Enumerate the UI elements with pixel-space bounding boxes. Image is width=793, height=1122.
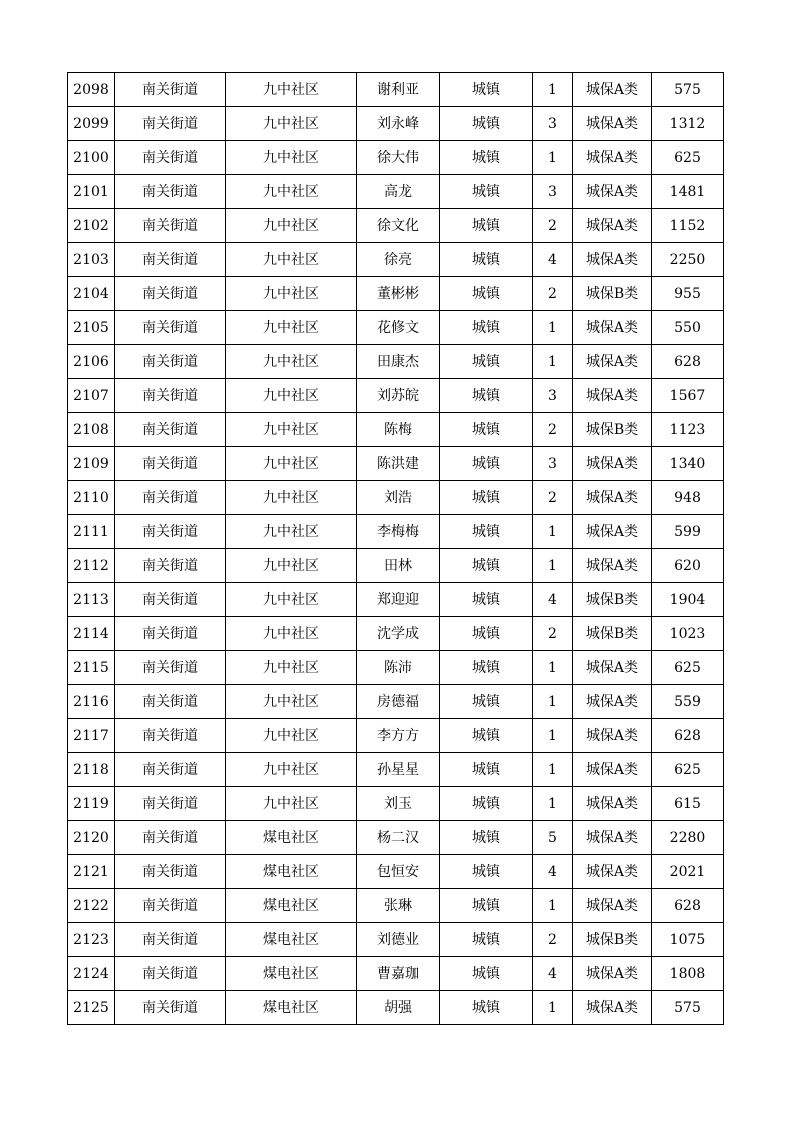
name-cell: 刘永峰	[357, 107, 440, 141]
household-type-cell: 城镇	[440, 583, 533, 617]
household-type-cell: 城镇	[440, 889, 533, 923]
member-count-cell: 1	[533, 753, 573, 787]
community-cell: 九中社区	[226, 447, 357, 481]
serial-number-cell: 2109	[68, 447, 115, 481]
table-row	[68, 73, 724, 107]
category-cell: 城保A类	[573, 107, 652, 141]
amount-cell: 575	[652, 991, 724, 1025]
category-cell: 城保A类	[573, 685, 652, 719]
name-cell: 陈洪建	[357, 447, 440, 481]
table-row	[68, 889, 724, 923]
serial-number-cell: 2118	[68, 753, 115, 787]
category-cell: 城保A类	[573, 719, 652, 753]
community-cell: 煤电社区	[226, 957, 357, 991]
subdistrict-cell: 南关街道	[115, 787, 226, 821]
member-count-cell: 4	[533, 855, 573, 889]
name-cell: 杨二汉	[357, 821, 440, 855]
name-cell: 刘玉	[357, 787, 440, 821]
serial-number-cell: 2115	[68, 651, 115, 685]
amount-cell: 628	[652, 719, 724, 753]
member-count-cell: 2	[533, 923, 573, 957]
name-cell: 花修文	[357, 311, 440, 345]
category-cell: 城保A类	[573, 787, 652, 821]
allowance-table	[67, 72, 724, 1025]
community-cell: 九中社区	[226, 481, 357, 515]
household-type-cell: 城镇	[440, 991, 533, 1025]
serial-number-cell: 2101	[68, 175, 115, 209]
table-row	[68, 345, 724, 379]
member-count-cell: 3	[533, 107, 573, 141]
household-type-cell: 城镇	[440, 685, 533, 719]
table-row	[68, 821, 724, 855]
name-cell: 谢利亚	[357, 73, 440, 107]
category-cell: 城保A类	[573, 311, 652, 345]
category-cell: 城保A类	[573, 855, 652, 889]
name-cell: 徐文化	[357, 209, 440, 243]
table-row	[68, 107, 724, 141]
subdistrict-cell: 南关街道	[115, 413, 226, 447]
subdistrict-cell: 南关街道	[115, 753, 226, 787]
amount-cell: 2280	[652, 821, 724, 855]
subdistrict-cell: 南关街道	[115, 855, 226, 889]
community-cell: 九中社区	[226, 753, 357, 787]
category-cell: 城保A类	[573, 447, 652, 481]
name-cell: 沈学成	[357, 617, 440, 651]
amount-cell: 550	[652, 311, 724, 345]
category-cell: 城保A类	[573, 515, 652, 549]
community-cell: 煤电社区	[226, 889, 357, 923]
table-row	[68, 277, 724, 311]
subdistrict-cell: 南关街道	[115, 957, 226, 991]
category-cell: 城保A类	[573, 345, 652, 379]
category-cell: 城保A类	[573, 549, 652, 583]
name-cell: 孙星星	[357, 753, 440, 787]
member-count-cell: 1	[533, 141, 573, 175]
community-cell: 九中社区	[226, 243, 357, 277]
table-row	[68, 413, 724, 447]
category-cell: 城保A类	[573, 481, 652, 515]
member-count-cell: 3	[533, 379, 573, 413]
serial-number-cell: 2102	[68, 209, 115, 243]
household-type-cell: 城镇	[440, 651, 533, 685]
subdistrict-cell: 南关街道	[115, 73, 226, 107]
member-count-cell: 1	[533, 345, 573, 379]
amount-cell: 1904	[652, 583, 724, 617]
serial-number-cell: 2100	[68, 141, 115, 175]
household-type-cell: 城镇	[440, 923, 533, 957]
subdistrict-cell: 南关街道	[115, 685, 226, 719]
community-cell: 九中社区	[226, 107, 357, 141]
table-row	[68, 651, 724, 685]
member-count-cell: 1	[533, 685, 573, 719]
household-type-cell: 城镇	[440, 753, 533, 787]
table-row	[68, 141, 724, 175]
amount-cell: 948	[652, 481, 724, 515]
community-cell: 煤电社区	[226, 855, 357, 889]
community-cell: 九中社区	[226, 719, 357, 753]
category-cell: 城保A类	[573, 243, 652, 277]
household-type-cell: 城镇	[440, 549, 533, 583]
category-cell: 城保A类	[573, 209, 652, 243]
table-row	[68, 923, 724, 957]
serial-number-cell: 2099	[68, 107, 115, 141]
serial-number-cell: 2105	[68, 311, 115, 345]
household-type-cell: 城镇	[440, 787, 533, 821]
subdistrict-cell: 南关街道	[115, 651, 226, 685]
table-row	[68, 379, 724, 413]
category-cell: 城保A类	[573, 991, 652, 1025]
table-row	[68, 549, 724, 583]
subdistrict-cell: 南关街道	[115, 209, 226, 243]
category-cell: 城保A类	[573, 141, 652, 175]
amount-cell: 559	[652, 685, 724, 719]
name-cell: 包恒安	[357, 855, 440, 889]
household-type-cell: 城镇	[440, 243, 533, 277]
household-type-cell: 城镇	[440, 277, 533, 311]
member-count-cell: 1	[533, 73, 573, 107]
household-type-cell: 城镇	[440, 821, 533, 855]
amount-cell: 1481	[652, 175, 724, 209]
community-cell: 九中社区	[226, 311, 357, 345]
amount-cell: 1312	[652, 107, 724, 141]
amount-cell: 599	[652, 515, 724, 549]
name-cell: 刘苏皖	[357, 379, 440, 413]
community-cell: 煤电社区	[226, 991, 357, 1025]
household-type-cell: 城镇	[440, 379, 533, 413]
category-cell: 城保B类	[573, 277, 652, 311]
serial-number-cell: 2107	[68, 379, 115, 413]
table-row	[68, 617, 724, 651]
serial-number-cell: 2108	[68, 413, 115, 447]
table-row	[68, 719, 724, 753]
community-cell: 九中社区	[226, 413, 357, 447]
name-cell: 陈沛	[357, 651, 440, 685]
subdistrict-cell: 南关街道	[115, 481, 226, 515]
category-cell: 城保A类	[573, 889, 652, 923]
amount-cell: 625	[652, 753, 724, 787]
household-type-cell: 城镇	[440, 345, 533, 379]
table-row	[68, 583, 724, 617]
category-cell: 城保A类	[573, 175, 652, 209]
subdistrict-cell: 南关街道	[115, 379, 226, 413]
category-cell: 城保A类	[573, 73, 652, 107]
name-cell: 陈梅	[357, 413, 440, 447]
community-cell: 九中社区	[226, 583, 357, 617]
member-count-cell: 1	[533, 889, 573, 923]
table-body	[68, 73, 724, 1025]
subdistrict-cell: 南关街道	[115, 549, 226, 583]
member-count-cell: 1	[533, 991, 573, 1025]
name-cell: 李方方	[357, 719, 440, 753]
subdistrict-cell: 南关街道	[115, 515, 226, 549]
community-cell: 九中社区	[226, 651, 357, 685]
subdistrict-cell: 南关街道	[115, 583, 226, 617]
amount-cell: 628	[652, 345, 724, 379]
serial-number-cell: 2125	[68, 991, 115, 1025]
name-cell: 徐大伟	[357, 141, 440, 175]
household-type-cell: 城镇	[440, 481, 533, 515]
subdistrict-cell: 南关街道	[115, 617, 226, 651]
category-cell: 城保A类	[573, 379, 652, 413]
name-cell: 李梅梅	[357, 515, 440, 549]
category-cell: 城保A类	[573, 957, 652, 991]
serial-number-cell: 2117	[68, 719, 115, 753]
amount-cell: 628	[652, 889, 724, 923]
serial-number-cell: 2104	[68, 277, 115, 311]
serial-number-cell: 2098	[68, 73, 115, 107]
amount-cell: 615	[652, 787, 724, 821]
household-type-cell: 城镇	[440, 719, 533, 753]
serial-number-cell: 2123	[68, 923, 115, 957]
name-cell: 刘浩	[357, 481, 440, 515]
household-type-cell: 城镇	[440, 957, 533, 991]
table-row	[68, 243, 724, 277]
community-cell: 煤电社区	[226, 923, 357, 957]
member-count-cell: 1	[533, 549, 573, 583]
member-count-cell: 2	[533, 277, 573, 311]
amount-cell: 1075	[652, 923, 724, 957]
member-count-cell: 1	[533, 719, 573, 753]
member-count-cell: 2	[533, 413, 573, 447]
subdistrict-cell: 南关街道	[115, 889, 226, 923]
amount-cell: 1023	[652, 617, 724, 651]
subdistrict-cell: 南关街道	[115, 175, 226, 209]
name-cell: 张琳	[357, 889, 440, 923]
name-cell: 高龙	[357, 175, 440, 209]
name-cell: 房德福	[357, 685, 440, 719]
name-cell: 曹嘉珈	[357, 957, 440, 991]
serial-number-cell: 2120	[68, 821, 115, 855]
community-cell: 九中社区	[226, 685, 357, 719]
subdistrict-cell: 南关街道	[115, 345, 226, 379]
name-cell: 徐亮	[357, 243, 440, 277]
name-cell: 董彬彬	[357, 277, 440, 311]
member-count-cell: 4	[533, 243, 573, 277]
serial-number-cell: 2119	[68, 787, 115, 821]
serial-number-cell: 2121	[68, 855, 115, 889]
community-cell: 煤电社区	[226, 821, 357, 855]
serial-number-cell: 2106	[68, 345, 115, 379]
household-type-cell: 城镇	[440, 311, 533, 345]
household-type-cell: 城镇	[440, 617, 533, 651]
subdistrict-cell: 南关街道	[115, 141, 226, 175]
name-cell: 郑迎迎	[357, 583, 440, 617]
table-row	[68, 447, 724, 481]
amount-cell: 1808	[652, 957, 724, 991]
table-row	[68, 481, 724, 515]
table-row	[68, 209, 724, 243]
household-type-cell: 城镇	[440, 447, 533, 481]
household-type-cell: 城镇	[440, 855, 533, 889]
table-row	[68, 787, 724, 821]
category-cell: 城保B类	[573, 617, 652, 651]
community-cell: 九中社区	[226, 209, 357, 243]
name-cell: 胡强	[357, 991, 440, 1025]
community-cell: 九中社区	[226, 345, 357, 379]
table-row	[68, 685, 724, 719]
amount-cell: 1340	[652, 447, 724, 481]
community-cell: 九中社区	[226, 549, 357, 583]
table-row	[68, 175, 724, 209]
member-count-cell: 1	[533, 515, 573, 549]
category-cell: 城保A类	[573, 821, 652, 855]
subdistrict-cell: 南关街道	[115, 821, 226, 855]
community-cell: 九中社区	[226, 141, 357, 175]
member-count-cell: 2	[533, 209, 573, 243]
amount-cell: 1123	[652, 413, 724, 447]
member-count-cell: 1	[533, 651, 573, 685]
table-row	[68, 957, 724, 991]
household-type-cell: 城镇	[440, 175, 533, 209]
category-cell: 城保A类	[573, 753, 652, 787]
community-cell: 九中社区	[226, 617, 357, 651]
serial-number-cell: 2112	[68, 549, 115, 583]
community-cell: 九中社区	[226, 73, 357, 107]
serial-number-cell: 2103	[68, 243, 115, 277]
category-cell: 城保B类	[573, 923, 652, 957]
member-count-cell: 2	[533, 617, 573, 651]
amount-cell: 955	[652, 277, 724, 311]
member-count-cell: 2	[533, 481, 573, 515]
member-count-cell: 4	[533, 583, 573, 617]
table-row	[68, 991, 724, 1025]
household-type-cell: 城镇	[440, 141, 533, 175]
amount-cell: 625	[652, 651, 724, 685]
serial-number-cell: 2111	[68, 515, 115, 549]
name-cell: 刘德业	[357, 923, 440, 957]
member-count-cell: 5	[533, 821, 573, 855]
amount-cell: 620	[652, 549, 724, 583]
serial-number-cell: 2114	[68, 617, 115, 651]
member-count-cell: 3	[533, 447, 573, 481]
amount-cell: 2021	[652, 855, 724, 889]
household-type-cell: 城镇	[440, 515, 533, 549]
member-count-cell: 1	[533, 787, 573, 821]
table-row	[68, 855, 724, 889]
serial-number-cell: 2110	[68, 481, 115, 515]
community-cell: 九中社区	[226, 175, 357, 209]
subdistrict-cell: 南关街道	[115, 719, 226, 753]
community-cell: 九中社区	[226, 787, 357, 821]
amount-cell: 625	[652, 141, 724, 175]
subdistrict-cell: 南关街道	[115, 311, 226, 345]
name-cell: 田康杰	[357, 345, 440, 379]
table-row	[68, 753, 724, 787]
subdistrict-cell: 南关街道	[115, 923, 226, 957]
member-count-cell: 3	[533, 175, 573, 209]
member-count-cell: 4	[533, 957, 573, 991]
household-type-cell: 城镇	[440, 413, 533, 447]
subdistrict-cell: 南关街道	[115, 277, 226, 311]
serial-number-cell: 2124	[68, 957, 115, 991]
household-type-cell: 城镇	[440, 209, 533, 243]
subdistrict-cell: 南关街道	[115, 243, 226, 277]
household-type-cell: 城镇	[440, 73, 533, 107]
household-type-cell: 城镇	[440, 107, 533, 141]
amount-cell: 2250	[652, 243, 724, 277]
amount-cell: 575	[652, 73, 724, 107]
member-count-cell: 1	[533, 311, 573, 345]
category-cell: 城保B类	[573, 583, 652, 617]
table-row	[68, 311, 724, 345]
category-cell: 城保A类	[573, 651, 652, 685]
serial-number-cell: 2113	[68, 583, 115, 617]
subdistrict-cell: 南关街道	[115, 991, 226, 1025]
category-cell: 城保B类	[573, 413, 652, 447]
amount-cell: 1152	[652, 209, 724, 243]
name-cell: 田林	[357, 549, 440, 583]
subdistrict-cell: 南关街道	[115, 447, 226, 481]
serial-number-cell: 2122	[68, 889, 115, 923]
community-cell: 九中社区	[226, 379, 357, 413]
amount-cell: 1567	[652, 379, 724, 413]
community-cell: 九中社区	[226, 277, 357, 311]
table-row	[68, 515, 724, 549]
subdistrict-cell: 南关街道	[115, 107, 226, 141]
serial-number-cell: 2116	[68, 685, 115, 719]
community-cell: 九中社区	[226, 515, 357, 549]
